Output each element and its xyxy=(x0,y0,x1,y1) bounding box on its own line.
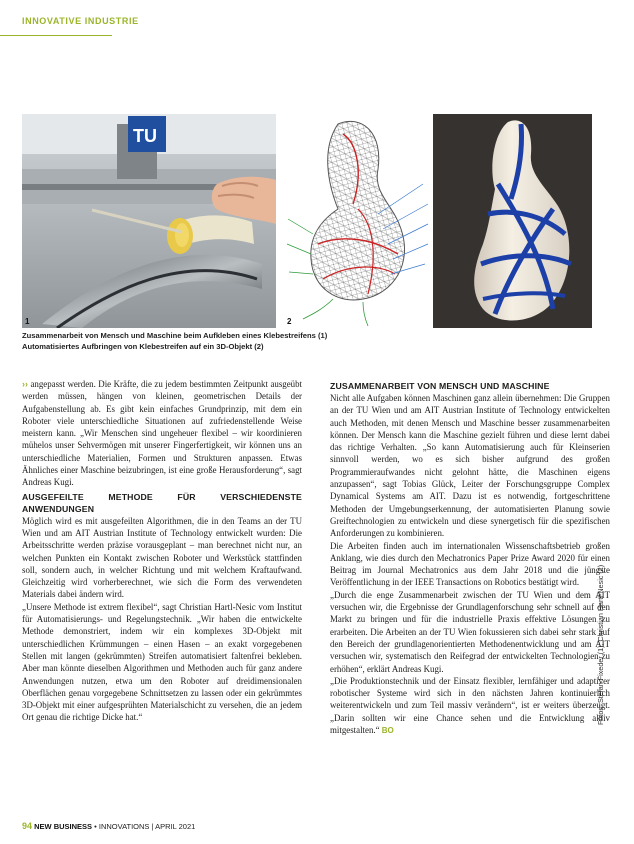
footer-section: INNOVATIONS xyxy=(98,822,150,831)
page-number: 94 xyxy=(22,821,33,831)
svg-text:TU: TU xyxy=(133,126,157,146)
continuation-marker: ›› xyxy=(22,379,28,389)
photo-credit: Fotos: Stefan Fixeder (1), Christian Hartl-Nesic (2) xyxy=(596,564,605,725)
page-footer xyxy=(22,821,195,831)
photo-robot-taping xyxy=(22,114,276,328)
paragraph: Die Arbeiten finden auch im internationalen Wissenschaftsbetrieb großen Anklang, wie dies durch den Mechatronics Paper Prize Award 2020 für einen Beitrag im Journal Mechatronics aus dem Jahr 2018 und die jüngste Veröffentlichung in der IEEE Transactions on Robotics bestätigt wird. xyxy=(330,540,610,588)
paragraph: Nicht alle Aufgaben können Maschinen ganz allein übernehmen: Die Gruppen an der TU Wien und am AIT Austrian Institute of Technology entwickelten auch Methoden, mit denen Mensch und Maschine besser zusammenarbeiten können. Der Mensch kann die Maschine gezielt führen und diese lernt dabei das richtige Verhalten. „So kann Automatisierung auch für Kleinserien sinnvoll werden, wo es sich bisher aufgrund des großen Programmieraufwandes nicht gelohnt hätte, die Maschinen eigens anzupassen“, sagt Tobias Glück, Leiter der Forschungsgruppe Complex Dynamical Systems am AIT. Dazu ist es notwendig, fortgeschrittene Methoden der Umgebungserkennung, der automatisierten Planung sowie Greiftechnologien zu entwickeln und diese synergetisch für die spezifischen Anforderungen zu kombinieren. xyxy=(330,393,610,539)
caption-line-1: Zusammenarbeit von Mensch und Maschine beim Aufkleben eines Klebestreifens (1) xyxy=(22,331,328,340)
paragraph: „Unsere Methode ist extrem flexibel“, sagt Christian Hartl-Nesic vom Institut für Automatisierungs- und Regelungstechnik. „Wir haben die entwickelte Methode demonstriert, indem wir ein komplexes 3D-Objekt mit unterschiedlichen Krümmungen – einen Hasen – an exakt vorgegebenen Stellen mit langen (gekrümmten) Streifen automatisiert faltenfrei bekleben. Aber man könnte dieselben Algorithmen und Methoden auch für ganz andere Anwendungen nutzen, etwa um den Roboter auf dreidimensionalen Oberflächen genau vorgegebene Schnittsetzen zu lassen oder ein gekrümmtes 3D-Objekt mit einer aufgesprühten Materialschicht zu versehen, die an jedem Ort genau die richtige Dicke hat.“ xyxy=(22,601,302,723)
paragraph-text: „Die Produktionstechnik und der Einsatz flexibler, lernfähiger und adaptiver robotischer Systeme wird sich in den nächsten Jahren kontinuierlich weiterentwickeln und zum Teil massiv verändern“, ist er weiters überzeugt. „Darin sollten wir eine Chance sehen und die Entwicklung aktiv mitgestalten.“ xyxy=(330,675,610,736)
subheading: ZUSAMMENARBEIT VON MENSCH UND MASCHINE xyxy=(330,381,550,391)
photo-rabbit-3d xyxy=(283,114,592,328)
magazine-name: NEW BUSINESS xyxy=(34,822,93,831)
footer-separator: | xyxy=(151,822,154,831)
section-header: INNOVATIVE INDUSTRIE xyxy=(22,16,139,26)
author-endmark: BO xyxy=(381,726,394,736)
figure-caption xyxy=(22,330,582,352)
subheading: AUSGEFEILTE METHODE FÜR VERSCHIEDENSTE ANWENDUNGEN xyxy=(22,491,302,514)
article-column-right xyxy=(330,380,610,737)
figure-number-2: 2 xyxy=(287,317,292,326)
caption-line-2: Automatisiertes Aufbringen von Klebestreifen auf ein 3D-Objekt (2) xyxy=(22,342,264,351)
article-column-left xyxy=(22,378,302,724)
paragraph-text: angepasst werden. Die Kräfte, die zu jedem bestimmten Zeitpunkt ausgeübt werden müssen, hängen von kleinen, geometrischen Details der Aufgabenstellung ab. Es gibt kein einfaches Grundprinzip, mit dem ein Roboter viele unterschiedliche Situationen auf zufriedenstellende Weise meistern kann. „Wir Menschen sind ungeheuer flexibel – wir koordinieren mühelos unser Sehvermögen mit unserer Fingerfertigkeit, wir können uns an unterschiedliche Materialien, Formen und Strukturen anpassen. Etwas Ähnliches einer Maschine beizubringen, ist eine große Herausforderung“, sagt Andreas Kugi. xyxy=(22,379,302,488)
issue-date: APRIL 2021 xyxy=(155,822,196,831)
figure-number-1: 1 xyxy=(25,317,30,326)
header-rule xyxy=(0,35,112,36)
paragraph xyxy=(22,378,302,489)
paragraph xyxy=(330,675,610,737)
footer-bullet: • xyxy=(94,822,97,831)
paragraph: „Durch die enge Zusammenarbeit zwischen der TU Wien und dem AIT versuchen wir, die Ergebnisse der Grundlagenforschung sehr schnell auf den Markt zu bringen und für die industrielle Praxis effektive Lösungen zu erarbeiten. Die Arbeiten an der TU Wien fokussieren sich dabei sehr stark auf den Bereich der grundlagenorientierten Methodenentwicklung und am AIT versuchen wir, systematisch den Reifegrad der entwickelten Technologien zu erhöhen“, erklärt Andreas Kugi. xyxy=(330,589,610,674)
paragraph: Möglich wird es mit ausgefeilten Algorithmen, die in den Teams an der TU Wien und am AIT Austrian Institute of Technology entwickelt wurden: Die Arbeitsschritte werden präzise vorausgeplant – man berechnet nicht nur, an welchen Punkten ein Kontakt zwischen Roboter und Werkstück stattfinden soll, sondern auch, in welcher Richtung und mit welchem Kraftaufwand. Gleichzeitig wird vorherberechnet, wie sich die Form des verwendeten Materials dabei ändern wird. xyxy=(22,515,302,600)
